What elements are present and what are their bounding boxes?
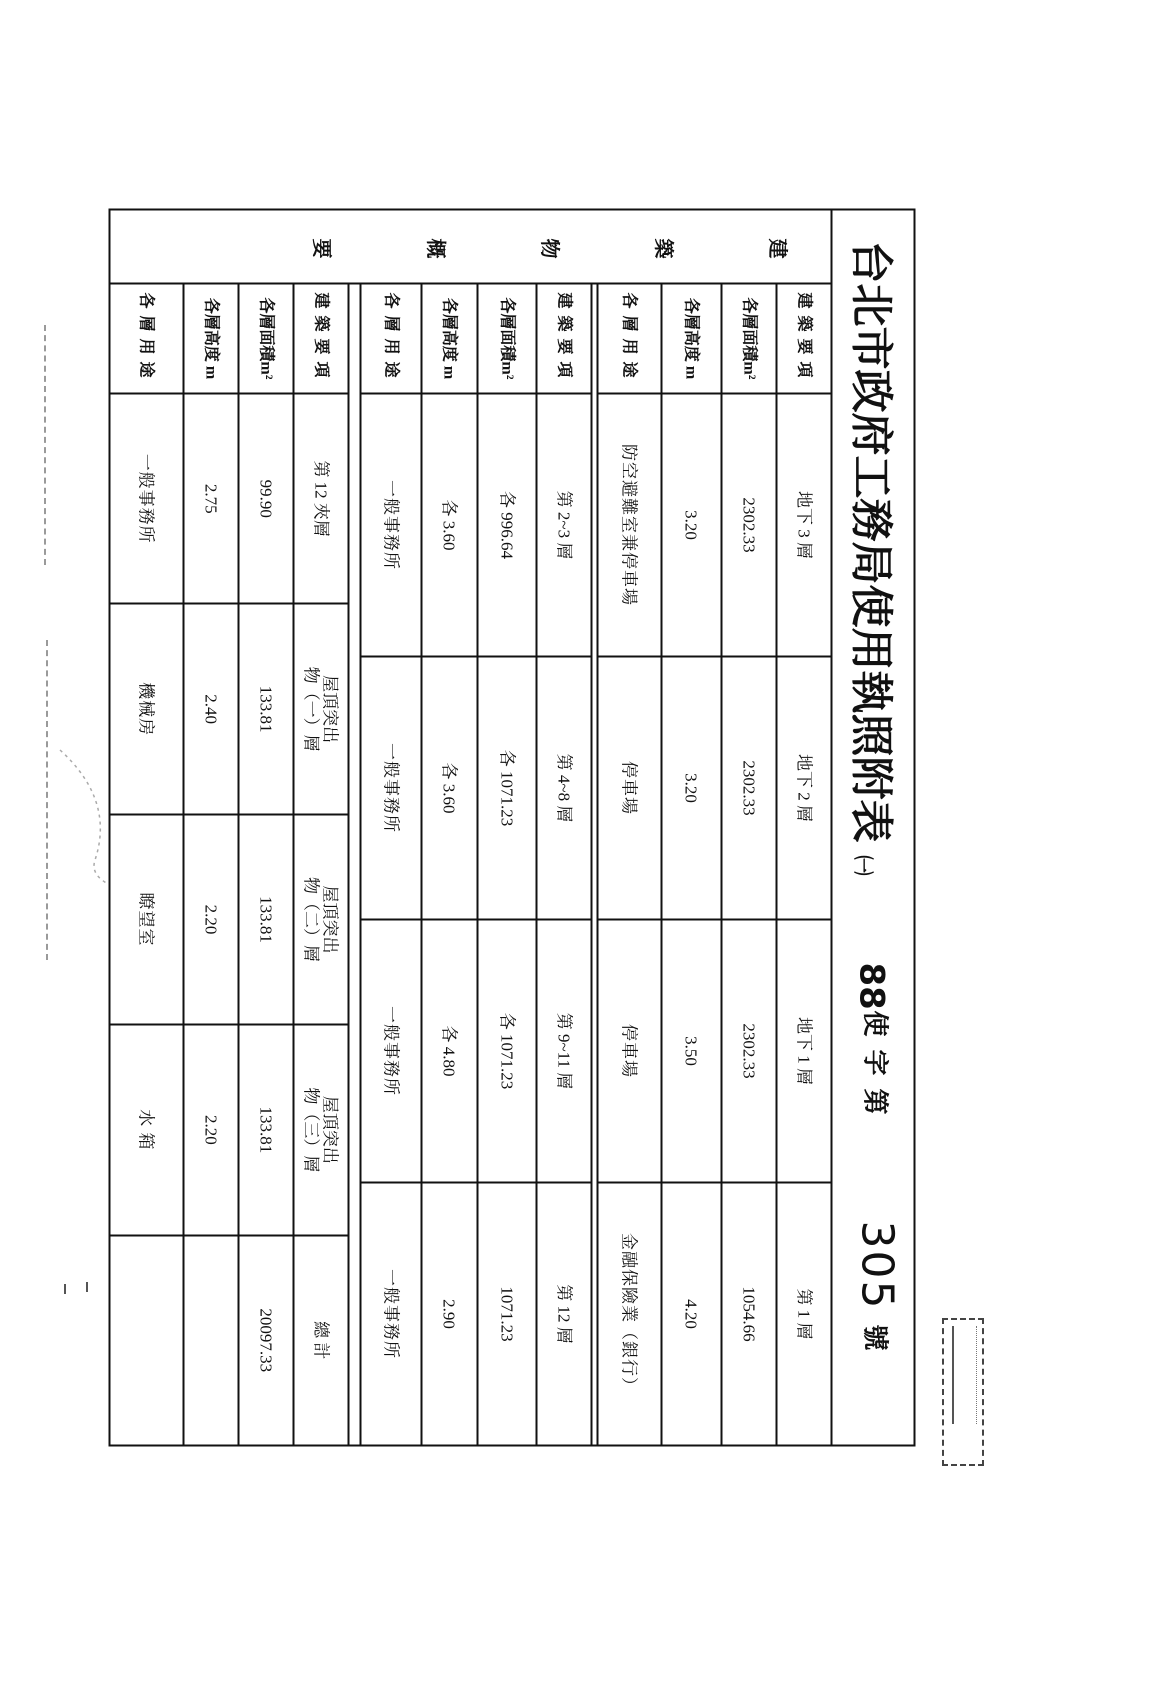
cell-height: 4.20 <box>662 1183 720 1444</box>
cell-area: 2302.33 <box>722 920 775 1181</box>
cell-item: 屋頂突出 物（三）層 <box>294 1025 347 1233</box>
cell-height: 2.75 <box>184 394 237 602</box>
floor-block-upper <box>361 284 590 1444</box>
row-label-height: 各層高度 m <box>422 284 476 392</box>
row-label-area: 各層面積m² <box>239 284 292 392</box>
cell-height: 各 3.60 <box>422 657 476 918</box>
cell-height: 各 4.80 <box>422 920 476 1181</box>
cell-use: 一般事務所 <box>110 394 182 602</box>
license-number: 305 <box>851 1220 902 1310</box>
cell-item: 地下 1 層 <box>777 920 830 1181</box>
row-label-item: 建築要項 <box>537 284 590 392</box>
floor-block-basement <box>598 284 830 1444</box>
cell-item: 第 2~3 層 <box>537 394 590 655</box>
row-label-height: 各層高度 m <box>662 284 720 392</box>
cell-use: 停車場 <box>598 920 660 1181</box>
cell-height: 3.50 <box>662 920 720 1181</box>
row-label-height: 各層高度 m <box>184 284 237 392</box>
cell-height: 2.90 <box>422 1183 476 1444</box>
cell-area: 各 996.64 <box>478 394 535 655</box>
cell-item: 第 4~8 層 <box>537 657 590 918</box>
cell-area: 2302.33 <box>722 657 775 918</box>
row-label-area: 各層面積m² <box>478 284 535 392</box>
cell-use: 金融保險業（銀行） <box>598 1183 660 1444</box>
cell-item: 第 1 層 <box>777 1183 830 1444</box>
cell-area: 1071.23 <box>478 1183 535 1444</box>
cell-use: 一般事務所 <box>361 1183 420 1444</box>
document-header <box>830 210 913 1444</box>
cell-use: 停車場 <box>598 657 660 918</box>
document-title: 台北市政府工務局使用執照附表 <box>845 240 895 842</box>
cell-area: 133.81 <box>239 815 292 1023</box>
row-label-use: 各層用途 <box>361 284 420 392</box>
block-divider <box>347 284 361 1444</box>
cell-height <box>184 1236 237 1444</box>
cell-use: 水 箱 <box>110 1025 182 1233</box>
cell-height: 2.40 <box>184 604 237 812</box>
document-title-suffix: ㈠ <box>851 855 873 875</box>
row-label-item: 建築要項 <box>294 284 347 392</box>
cell-area: 99.90 <box>239 394 292 602</box>
cell-height: 3.20 <box>662 657 720 918</box>
row-label-area: 各層面積m² <box>722 284 775 392</box>
license-suffix: 號 <box>860 1324 889 1351</box>
cell-use: 一般事務所 <box>361 657 420 918</box>
cell-area: 133.81 <box>239 604 292 812</box>
scan-artifact-line <box>46 640 48 960</box>
row-label-use: 各層用途 <box>598 284 660 392</box>
license-attachment-sheet <box>108 208 915 1446</box>
row-label-item: 建築要項 <box>777 284 830 392</box>
cell-item: 地下 3 層 <box>777 394 830 655</box>
building-summary-table <box>110 210 830 1444</box>
cell-use: 瞭望室 <box>110 815 182 1023</box>
cell-item: 第 12 層 <box>537 1183 590 1444</box>
cell-area: 20097.33 <box>239 1236 292 1444</box>
cell-item: 第 12 夾層 <box>294 394 347 602</box>
cell-use: 機械房 <box>110 604 182 812</box>
cell-use: 一般事務所 <box>361 394 420 655</box>
cell-item: 總 計 <box>294 1236 347 1444</box>
row-label-use: 各層用途 <box>110 284 182 392</box>
cell-item: 屋頂突出 物（一）層 <box>294 604 347 812</box>
license-year: 88 <box>851 962 891 1010</box>
scan-artifact-line <box>44 325 46 565</box>
cell-area: 133.81 <box>239 1025 292 1233</box>
floor-block-roof <box>110 284 347 1444</box>
cell-use <box>110 1236 182 1444</box>
section-label <box>110 210 830 284</box>
cell-area: 1054.66 <box>722 1183 775 1444</box>
cell-area: 各 1071.23 <box>478 657 535 918</box>
scan-artifact-tick <box>64 1284 66 1294</box>
section-label-text: 建築物概要 <box>218 234 788 257</box>
license-type: 使字第 <box>860 1010 889 1128</box>
table-blocks <box>110 284 830 1444</box>
cell-use: 防空避難室兼停車場 <box>598 394 660 655</box>
cell-height: 3.20 <box>662 394 720 655</box>
cell-area: 2302.33 <box>722 394 775 655</box>
cell-height: 各 3.60 <box>422 394 476 655</box>
cell-item: 地下 2 層 <box>777 657 830 918</box>
registration-stamp <box>942 1318 984 1466</box>
cell-height: 2.20 <box>184 815 237 1023</box>
scan-artifact-tick <box>86 1282 88 1292</box>
cell-area: 各 1071.23 <box>478 920 535 1181</box>
cell-height: 2.20 <box>184 1025 237 1233</box>
cell-item: 屋頂突出 物（二）層 <box>294 815 347 1023</box>
block-divider <box>590 284 598 1444</box>
cell-use: 一般事務所 <box>361 920 420 1181</box>
cell-item: 第 9~11 層 <box>537 920 590 1181</box>
